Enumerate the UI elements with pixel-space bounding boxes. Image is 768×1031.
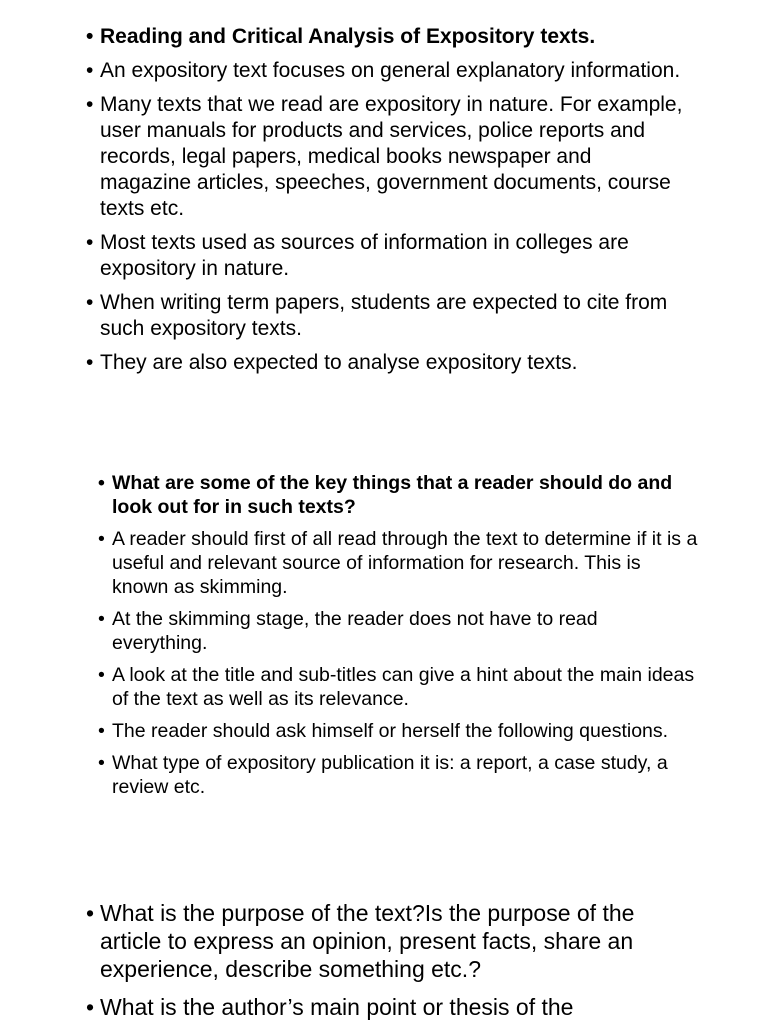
bullet-item: • What is the author’s main point or thesis of the: [86, 993, 646, 1021]
bullet-item: • What is the purpose of the text?Is the purpose of the article to express an opinion, present facts, share an experience, describe something etc.?: [86, 899, 646, 983]
bullet-list: [98, 471, 698, 799]
slide-1: [86, 24, 686, 384]
bullet-list: [86, 899, 646, 1021]
bullet-item: • A look at the title and sub-titles can give a hint about the main ideas of the text as well as its relevance.: [98, 663, 698, 711]
bullet-item: • They are also expected to analyse expository texts.: [86, 350, 686, 376]
slide-heading: • Reading and Critical Analysis of Expository texts.: [86, 24, 686, 50]
slide-3: [86, 899, 646, 1031]
slide-2: [98, 471, 698, 807]
bullet-item: • An expository text focuses on general explanatory information.: [86, 58, 686, 84]
slide-heading: • What are some of the key things that a reader should do and look out for in such texts?: [98, 471, 698, 519]
bullet-list: [86, 24, 686, 376]
bullet-item: • At the skimming stage, the reader does not have to read everything.: [98, 607, 698, 655]
bullet-item: • Many texts that we read are expository in nature. For example, user manuals for products and services, police reports and records, legal papers, medical books newspaper and magazine articles, speeches, government documents, course texts etc.: [86, 92, 686, 222]
bullet-item: • The reader should ask himself or herself the following questions.: [98, 719, 698, 743]
bullet-item: • A reader should first of all read through the text to determine if it is a useful and relevant source of information for research. This is known as skimming.: [98, 527, 698, 599]
bullet-item: • What type of expository publication it is: a report, a case study, a review etc.: [98, 751, 698, 799]
bullet-item: • Most texts used as sources of information in colleges are expository in nature.: [86, 230, 686, 282]
bullet-item: • When writing term papers, students are expected to cite from such expository texts.: [86, 290, 686, 342]
